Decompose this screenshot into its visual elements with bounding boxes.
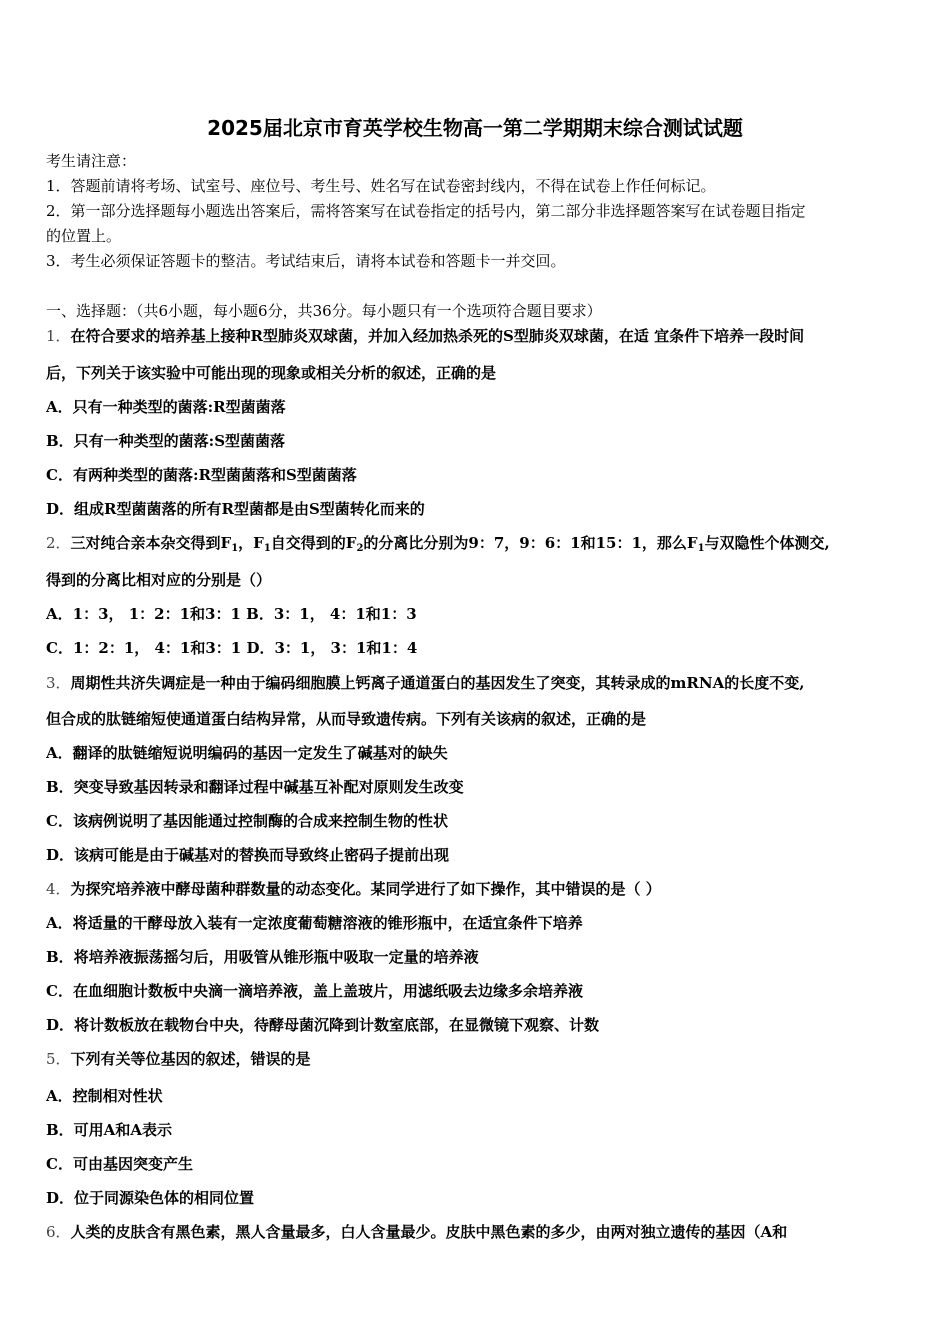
option-d: D．该病可能是由于碱基对的替换而导致终止密码子提前出现 — [46, 846, 450, 864]
question-4 — [46, 879, 910, 899]
exam-title: 2025届北京市育英学校生物高一第二学期期末综合测试试题 — [207, 116, 743, 140]
option-d: D．将计数板放在载物台中央，待酵母菌沉降到计数室底部，在显微镜下观察、计数 — [46, 1016, 600, 1034]
question-number: 5． — [46, 1050, 71, 1068]
question-text: 但合成的肽链缩短使通道蛋白结构异常，从而导致遗传病。下列有关该病的叙述，正确的是 — [46, 710, 647, 728]
notice-item: 的位置上。 — [46, 227, 122, 245]
option-c: C．有两种类型的菌落:R型菌菌落和S型菌菌落 — [46, 466, 357, 484]
notice-item: 3．考生必须保证答题卡的整洁。考试结束后，请将本试卷和答题卡一并交回。 — [46, 252, 566, 270]
option-d: D．位于同源染色体的相同位置 — [46, 1189, 255, 1207]
question-number: 4． — [46, 880, 71, 898]
option-a: A．只有一种类型的菌落:R型菌菌落 — [46, 398, 286, 416]
option-b: B．将培养液振荡摇匀后，用吸管从锥形瓶中吸取一定量的培养液 — [46, 948, 479, 966]
notice-heading: 考生请注意： — [46, 152, 137, 170]
option-b: B．只有一种类型的菌落:S型菌菌落 — [46, 432, 286, 450]
section-heading: 一、选择题：（共6小题，每小题6分，共36分。每小题只有一个选项符合题目要求） — [46, 302, 602, 320]
option-c: C．该病例说明了基因能通过控制酶的合成来控制生物的性状 — [46, 812, 448, 830]
notice-item: 1．答题前请将考场、试室号、座位号、考生号、姓名写在试卷密封线内，不得在试卷上作任何标记。 — [46, 177, 716, 195]
option-c: C．可由基因突变产生 — [46, 1155, 193, 1173]
notice-item: 2．第一部分选择题每小题选出答案后，需将答案写在试卷指定的括号内，第二部分非选择题答案写在试卷题目指定 — [46, 202, 806, 220]
option-a: A．翻译的肽链缩短说明编码的基因一定发生了碱基对的缺失 — [46, 744, 448, 762]
question-number: 1． — [46, 327, 71, 345]
question-number: 3． — [46, 674, 71, 692]
question-1 — [46, 326, 910, 346]
question-text: 周期性共济失调症是一种由于编码细胞膜上钙离子通道蛋白的基因发生了突变，其转录成的mRNA的长度不变, — [70, 674, 805, 692]
question-text: 在符合要求的培养基上接种R型肺炎双球菌，并加入经加热杀死的S型肺炎双球菌，在适 宜条件下培养一段时间 — [70, 327, 805, 345]
option-a: A．控制相对性状 — [46, 1087, 163, 1105]
question-number: 6． — [46, 1223, 71, 1241]
question-text: 三对纯合亲本杂交得到$F_1$，$F_1$自交得到的$F_2$的分离比分别为9：7，9：6：1和15：1，那么$F_1$与双隐性个体测交, — [70, 534, 830, 553]
question-number: 2． — [46, 534, 71, 552]
option-b: B．突变导致基因转录和翻译过程中碱基互补配对原则发生改变 — [46, 778, 464, 796]
options-ab: A．1：3， 1：2：1和3：1 B．3：1， 4：1和1：3 — [46, 605, 417, 623]
options-cd: C．1：2：1， 4：1和3：1 D．3：1， 3：1和1：4 — [46, 639, 418, 657]
option-a: A．将适量的干酵母放入装有一定浓度葡萄糖溶液的锥形瓶中，在适宜条件下培养 — [46, 914, 583, 932]
question-text: 得到的分离比相对应的分别是（） — [46, 571, 272, 589]
option-c: C．在血细胞计数板中央滴一滴培养液，盖上盖玻片，用滤纸吸去边缘多余培养液 — [46, 982, 583, 1000]
question-text: 后，下列关于该实验中可能出现的现象或相关分析的叙述，正确的是 — [46, 364, 497, 382]
option-b: B．可用A和A表示 — [46, 1121, 172, 1139]
question-text: 人类的皮肤含有黑色素，黑人含量最多，白人含量最少。皮肤中黑色素的多少，由两对独立遗传的基因（A和 — [70, 1223, 788, 1241]
question-5 — [46, 1049, 910, 1069]
question-text: 下列有关等位基因的叙述，错误的是 — [70, 1050, 311, 1068]
question-2 — [46, 533, 910, 553]
question-text: 为探究培养液中酵母菌种群数量的动态变化。某同学进行了如下操作，其中错误的是（ ） — [70, 880, 661, 898]
question-3 — [46, 673, 910, 693]
question-6 — [46, 1222, 910, 1242]
option-d: D．组成R型菌菌落的所有R型菌都是由S型菌转化而来的 — [46, 500, 425, 518]
